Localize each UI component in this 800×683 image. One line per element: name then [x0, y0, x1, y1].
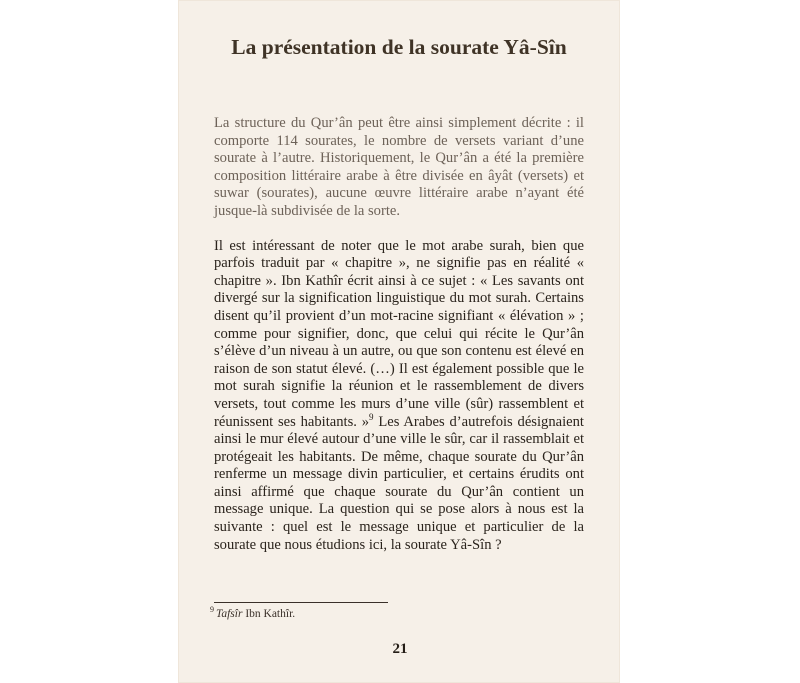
footnote-number: 9	[210, 605, 214, 615]
footnote-divider	[214, 602, 388, 603]
paragraph-1: La structure du Qur’ân peut être ainsi simplement décrite : il comporte 114 sourates, le nombre de versets variant d’une sourate à l’autre. Historiquement, le Qur’ân a été la première composition littéraire arabe à être divisée en âyât (versets) et suwar (sourates), aucune œuvre littéraire arabe n’ayant été jusque-là subdivisée de la sorte.	[214, 115, 584, 219]
footnote-source-title: Tafsîr	[216, 608, 243, 620]
page-number: 21	[392, 641, 408, 657]
paragraph-2	[214, 238, 584, 555]
page-title: La présentation de la sourate Yâ-Sîn	[231, 35, 567, 59]
footnote-source-author: Ibn Kathîr.	[242, 608, 296, 620]
paragraph-2-part-2: Les Arabes d’autrefois désignaient ainsi le mur élevé autour d’une ville le sûr, car il rassemblait et protégeait les habitants. De même, chaque sourate du Qur’ân renferme un message divin particulier, et certains érudits ont ainsi affirmé que chaque sourate du Qur’ân contient un message unique. La question qui se pose alors à nous est la suivante : quel est le message unique et particulier de la sourate que nous étudions ici, la sourate Yâ-Sîn ?	[214, 413, 584, 553]
paragraph-2-part-1: Il est intéressant de noter que le mot arabe surah, bien que parfois traduit par « chapitre », ne signifie pas en réalité « chapitre ». Ibn Kathîr écrit ainsi à ce sujet : « Les savants ont divergé sur la signification linguistique du mot surah. Certains disent qu’il provient d’un mot-racine signifiant « élévation » ; comme pour signifier, donc, que celui qui récite le Qur’ân s’élève d’un niveau à un autre, ou que son contenu est élevé en raison de son statut élevé. (…) Il est également possible que le mot surah signifie la réunion et le rassemblement de divers versets, tout comme les murs d’une ville (sûr) rassemblent et réunissent ses habitants. »	[214, 237, 584, 430]
footnote	[210, 607, 510, 621]
footnote-reference[interactable]: 9	[369, 411, 374, 422]
body-text	[214, 115, 584, 554]
